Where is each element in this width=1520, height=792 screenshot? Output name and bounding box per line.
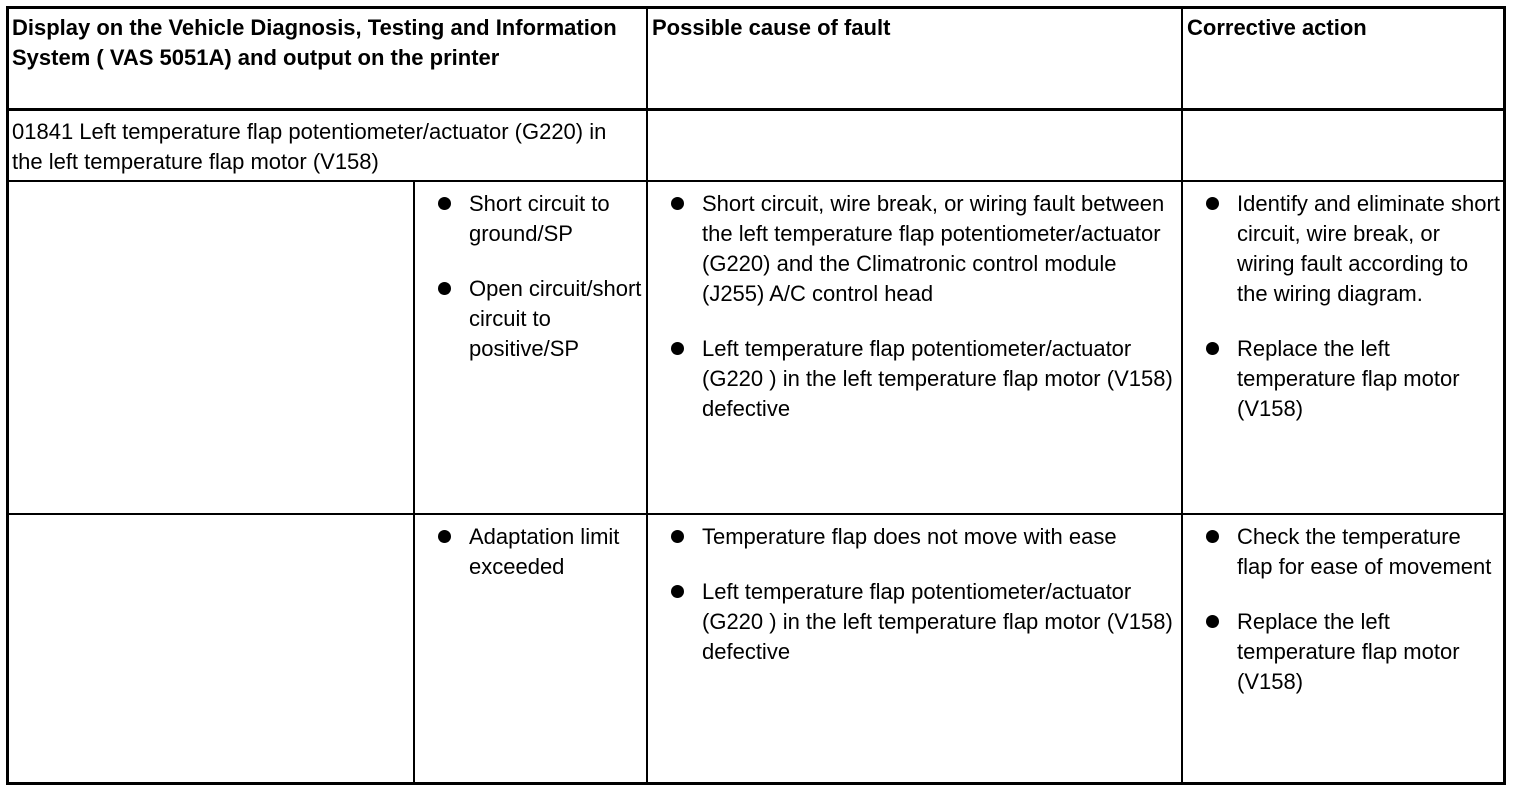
list-item: Identify and eliminate short circuit, wire break, or wiring fault according to the wiring diagram. xyxy=(1203,189,1501,309)
display-list xyxy=(435,189,643,389)
column-divider xyxy=(1181,9,1183,782)
list-item: Open circuit/short circuit to positive/SP xyxy=(435,274,643,364)
list-item: Temperature flap does not move with ease xyxy=(668,522,1180,552)
action-list xyxy=(1203,189,1501,449)
list-item: Adaptation limit exceeded xyxy=(435,522,645,582)
header-possible-cause: Possible cause of fault xyxy=(652,15,891,40)
action-list xyxy=(1203,522,1501,722)
list-item: Left temperature flap potentiometer/actuator (G220 ) in the left temperature flap motor (V158) defective xyxy=(668,577,1180,667)
column-divider xyxy=(646,9,648,782)
list-item: Left temperature flap potentiometer/actuator (G220 ) in the left temperature flap motor (V158) defective xyxy=(668,334,1178,424)
list-item: Replace the left temperature flap motor (V158) xyxy=(1203,334,1501,424)
list-item: Short circuit to ground/SP xyxy=(435,189,643,249)
list-item: Check the temperature flap for ease of movement xyxy=(1203,522,1501,582)
row-divider xyxy=(9,180,1503,182)
fault-code-text: 01841 Left temperature flap potentiometer/actuator (G220) in the left temperature flap motor (V158) xyxy=(12,119,607,174)
cause-list xyxy=(668,522,1180,692)
list-item: Short circuit, wire break, or wiring fault between the left temperature flap potentiometer/actuator (G220) and the Climatronic control module (J255) A/C control head xyxy=(668,189,1178,309)
header-corrective-action: Corrective action xyxy=(1187,15,1367,40)
display-list xyxy=(435,522,645,607)
row-divider xyxy=(9,513,1503,515)
column-divider xyxy=(413,181,415,782)
list-item: Replace the left temperature flap motor (V158) xyxy=(1203,607,1501,697)
header-display: Display on the Vehicle Diagnosis, Testing and Information System ( VAS 5051A) and output on the printer xyxy=(12,15,617,70)
row-divider xyxy=(9,108,1503,111)
cause-list xyxy=(668,189,1178,449)
fault-table xyxy=(6,6,1506,785)
